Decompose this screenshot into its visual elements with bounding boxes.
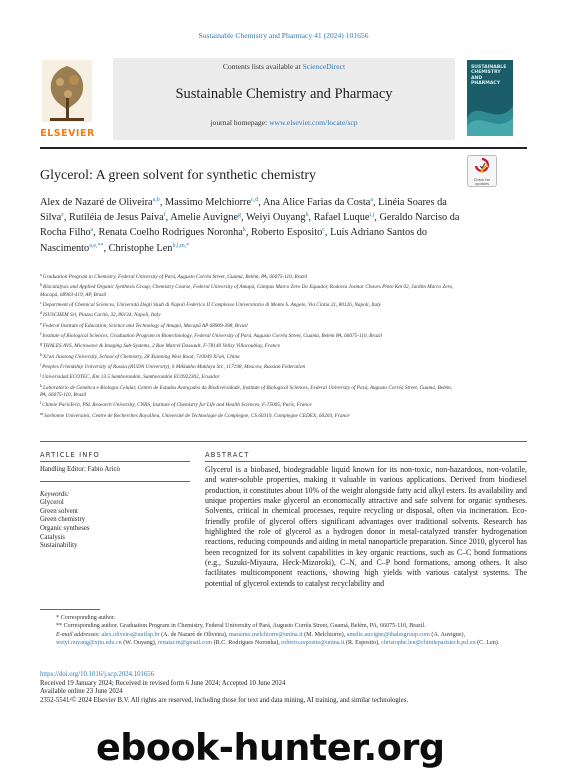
check-for-updates-badge[interactable] (467, 155, 497, 187)
author-separator: , (245, 227, 252, 239)
author-name: Massimo Melchiorre (164, 197, 252, 208)
journal-title: Sustainable Chemistry and Pharmacy (175, 86, 393, 102)
email-owner: (W. Ouyang), (121, 639, 158, 646)
affiliation-letter: a (40, 272, 42, 277)
email-link[interactable]: christophe.len@chimieparistech.psl.eu (381, 639, 476, 646)
email-owner: (M. Melchiorre), (302, 631, 347, 638)
author-affiliation-marker[interactable]: f (163, 212, 166, 219)
email-link[interactable]: renatacrn@gmail.com (157, 639, 213, 646)
email-link[interactable]: massimo.melchiorre@unina.it (228, 631, 303, 638)
affiliation-list (40, 271, 460, 420)
affiliation-item (40, 410, 460, 420)
email-owner: (C. Len). (475, 639, 500, 646)
author-affiliation-marker[interactable]: b,l,m,* (172, 242, 190, 249)
affiliation-text: Universidad ECOTEC, Km 13.5 Samborondón, Samborondón EC0922302, Ecuador (42, 374, 220, 381)
article-title: Glycerol: A green solvent for synthetic chemistry (40, 168, 317, 183)
article-info-heading: ARTICLE INFO (40, 451, 101, 459)
keyword-item: Green chemistry (40, 516, 86, 524)
check-updates-icon (475, 158, 489, 174)
keyword-list (40, 499, 190, 551)
affiliation-text: Sorbonne Universités, Centre de Recherches Royallieu, Université de Technologie de Compiegne, CS 60319, Compiegne CEDEX, 60203, France (44, 412, 350, 419)
affiliation-text: Institute of Biological Sciences, Graduation Program in Biotechnology, Federal University of Pará, Augusto Corrêa Street, Guamá, Belém PA, 66075-110, Brazil (42, 333, 382, 340)
keyword-item: Glycerol (40, 499, 64, 507)
affiliation-letter: f (40, 331, 42, 337)
keyword-item: Sustainability (40, 542, 78, 550)
author-affiliation-marker[interactable]: c,d (251, 197, 259, 203)
author-affiliation-marker[interactable]: a (370, 197, 374, 203)
affiliation-letter: b (40, 282, 42, 288)
journal-homepage-link[interactable]: www.elsevier.com/locate/scp (269, 118, 358, 127)
affiliation-letter: d (40, 310, 42, 316)
affiliation-text: ISUSCHEM Srl, Piazza Carità, 32, 80134, Napoli, Italy (43, 312, 161, 319)
affiliation-item (40, 399, 460, 409)
affiliation-letter: m (40, 410, 44, 416)
check-updates-label: Check for updates (473, 178, 491, 186)
affiliation-text: Federal Institute of Education, Science and Technology of Amapá, Macapá AP 68909-398, Brazil (42, 322, 248, 329)
author-affiliation-marker[interactable]: a (90, 227, 94, 234)
author-name: Roberto Esposito (251, 227, 323, 239)
author-name: Amelie Auvigne (170, 212, 239, 224)
doi-link[interactable]: https://doi.org/10.1016/j.scp.2024.101656 (40, 671, 155, 678)
author-separator: , (103, 242, 109, 254)
email-addresses: E-mail addresses: alex.oliveira@unifap.br (A. de Nazaré de Oliveira), massimo.melchiorre@unina.it (M. Melchiorre), amelie.auvigne@thalesgroup.com (A. Auvigne), weiyi.ouyang@xjtu.edu.cn (W. Ouyang), renatacrn@gmail.com (R.C. Rodrigues Noronha), roberto.esposito@unina.it (R. Esposito), christophe.len@chimieparistech.psl.eu (C. Len). (56, 631, 500, 646)
affiliation-item (40, 299, 460, 309)
email-link[interactable]: amelie.auvigne@thalesgroup.com (346, 631, 430, 638)
affiliation-item (40, 361, 460, 371)
abstract-rule (205, 461, 527, 462)
affiliation-letter: e (40, 320, 42, 326)
author-name: Luís Adriano Santos do Nascimento (40, 227, 428, 254)
author-affiliation-marker[interactable]: e (61, 212, 64, 219)
available-online: Available online 23 June 2024 (40, 688, 123, 696)
homepage-line: journal homepage: www.elsevier.com/locate/scp (210, 118, 358, 127)
affiliation-item (40, 382, 460, 400)
author-separator: , (241, 212, 247, 224)
copyright-line: 2352-5541/© 2024 Elsevier B.V. All rights are reserved, including those for text and data mining, AI training, and similar technologies. (40, 697, 409, 705)
author-separator: , (373, 197, 379, 208)
author-name: Ana Alice Farias da Costa (262, 197, 371, 208)
email-owner: (A. de Nazaré de Oliveira), (159, 631, 229, 638)
author-affiliation-marker[interactable]: k (242, 227, 246, 234)
article-info-rule (40, 461, 190, 462)
affiliation-item (40, 320, 460, 330)
corresponding-author-address: ** Corresponding author. Graduation Program in Chemistry, Federal University of Pará, Augusto Corrêa Street, Guamá, Belém, PA, 66075-110, Brazil. (56, 623, 426, 630)
author-name: Renata Coelho Rodrigues Noronha (98, 227, 243, 239)
author-name: Geraldo Narciso da Rocha Filho (40, 212, 460, 239)
affiliation-item (40, 340, 460, 350)
keyword-item: Green solvent (40, 507, 78, 515)
author-separator: , (159, 197, 165, 208)
affiliation-item (40, 281, 460, 299)
footnote-rule (40, 609, 100, 610)
affiliation-item (40, 309, 460, 319)
journal-banner (113, 58, 455, 140)
affiliation-item (40, 351, 460, 361)
journal-cover[interactable] (467, 60, 513, 136)
affiliation-letter: c (40, 300, 42, 306)
affiliation-text: Xi'an Jiaotong University, School of Chemistry, 28 Xianning West Road, 710049 Xi'an, China (43, 353, 240, 360)
affiliation-text: Department of Chemical Sciences, Università Degli Studi di Napoli Federico II Complesso Universitario di Monte S. Angelo, Via Cintia 21, 80126, Napoli, Italy (42, 302, 381, 309)
affiliation-text: Chimie ParisTech, PSL Research University, CNRS, Institute of Chemistry for Life and Health Sciences, F-75005, Paris, France (42, 402, 312, 409)
affiliation-item (40, 371, 460, 381)
author-name: Weiyi Ouyang (246, 212, 306, 224)
affiliation-letter: l (40, 400, 42, 406)
author-separator: , (308, 212, 314, 224)
author-separator: , (258, 197, 263, 208)
contents-line: Contents lists available at ScienceDirect (222, 62, 346, 71)
journal-reference[interactable]: Sustainable Chemistry and Pharmacy 41 (2024) 101656 (198, 31, 369, 40)
author-affiliation-marker[interactable]: c (322, 227, 325, 234)
author-separator: , (165, 212, 171, 224)
author-name: Rutiléia de Jesus Paiva (69, 212, 164, 224)
affiliation-letter: h (40, 351, 42, 357)
elsevier-tree-icon (42, 60, 92, 122)
affiliation-text: THALES AVS, Microwave & Imaging Sub-Systems, 2 Rue Marcel Dassault, F-78140 Velizy Villacoublay, France (43, 343, 280, 350)
email-link[interactable]: weiyi.ouyang@xjtu.edu.cn (56, 639, 122, 646)
abstract-text: Glycerol is a biobased, biodegradable liquid known for its non-toxic, non-hazardous, non-volatile, and water-soluble properties, making it valuable in various applications. Derived from biodiesel production, it constitutes about 10% of the weight alongside fatty acid alkyl esters. Its availability and unique properties make glycerol an economically attractive and safe solvent for organic syntheses. Solvents, critical in chemical processes, require recycling or disposal, often via incineration. Eco-friendly profile of glycerol offers significant advantages over traditional solvents. Research has highlighted the role of glycerol as a hydrogen donor in metal-catalyzed transfer hydrogenation reactions, reducing compounds and aiding in metal nanoparticle preparation. Since 2010, glycerol has been recognized for its solvent capabilities in key organic reactions, such as C–C bond formations (e.g., Suzuki-Miyaura, Heck-Mizoroki), C–N, and C–P bond formations, among others. It also facilitates multicomponent reactions, showing high yields with various catalyst systems. The potential of glycerol extends to catalyst recyclability and (205, 465, 527, 588)
affiliation-text: Peoples Friendship University of Russia (RUDN University), 6 Miklukho Maklaya Str., 117198, Moscow, Russian Federation (42, 364, 306, 371)
email-link[interactable]: roberto.esposito@unina.it (281, 639, 345, 646)
masthead (40, 58, 527, 140)
author-affiliation-marker[interactable]: i,j (369, 212, 375, 219)
sciencedirect-link[interactable]: ScienceDirect (302, 62, 346, 71)
author-name: Christophe Len (108, 242, 173, 254)
publisher-name: ELSEVIER (40, 128, 95, 139)
author-affiliation-marker[interactable]: g (238, 212, 242, 219)
author-separator: , (324, 227, 331, 239)
abstract-heading: ABSTRACT (205, 451, 250, 459)
author-list (40, 195, 470, 256)
watermark: ebook-hunter.org (96, 726, 445, 769)
corresponding-author-note: * Corresponding author. (56, 615, 116, 621)
author-affiliation-marker[interactable]: h (305, 212, 309, 219)
author-separator: , (374, 212, 380, 224)
keyword-item: Organic syntheses (40, 524, 90, 532)
affiliation-letter: i (40, 362, 42, 368)
affiliation-text: Biocatalysis and Applied Organic Synthesis Group, Chemistry Course, Federal University of Amapá, Campus Marco Zero Do Equador, Rodovia Josmar Chaves Pinto Km 02, Jardim Marco Zero, Macapá, 68903-419, AP, Brazil (40, 284, 454, 298)
author-affiliation-marker[interactable]: a,e,** (89, 242, 104, 249)
author-separator: , (63, 212, 69, 224)
header-rule (40, 147, 527, 149)
affiliation-letter: k (40, 382, 42, 388)
article-info (40, 466, 190, 551)
received-dates: Received 19 January 2024; Received in revised form 6 June 2024; Accepted 10 June 2024 (40, 679, 286, 687)
handling-rule (40, 481, 190, 482)
keyword-item: Catalysis (40, 533, 65, 541)
affiliation-text: Graduation Program in Chemistry, Federal University of Pará, Augusto Corrêa Street, Guamá, Belém, PA, 66075-110, Brazil (42, 274, 308, 280)
author-affiliation-marker[interactable]: a,b (152, 197, 160, 203)
elsevier-logo[interactable] (40, 60, 95, 138)
affiliation-letter: g (40, 341, 42, 347)
email-owner: (A. Auvigne), (429, 631, 466, 638)
author-name: Linéia Soares da Silva (40, 197, 447, 224)
author-separator: , (93, 227, 99, 239)
affiliation-item (40, 330, 460, 340)
email-link[interactable]: alex.oliveira@unifap.br (101, 631, 160, 638)
article-metadata (40, 671, 527, 706)
affiliation-letter: j (40, 372, 42, 378)
author-name: Alex de Nazaré de Oliveira (40, 197, 153, 208)
keywords-label: Keywords: (40, 490, 70, 498)
email-owner: (R.C. Rodrigues Noronha), (212, 639, 282, 646)
affiliation-item (40, 271, 460, 281)
affiliation-text: Laboratório de Genética e Biologia Celular, Centro de Estudos Avançados da Biodiversidade, Institute of Biological Sciences, Federal University of Pará, Augusto Corrêa Street, Guamá, Belém, PA, 66075-110, Brazil (40, 384, 453, 399)
footnotes (40, 614, 527, 647)
info-rule (40, 441, 527, 442)
handling-editor: Handling Editor: Fabio Aricò (40, 466, 120, 473)
cover-title: SUSTAINABLE CHEMISTRY AND PHARMACY (471, 65, 507, 87)
email-owner: (R. Esposito), (344, 639, 382, 646)
cover-swirl-graphic (467, 88, 513, 136)
author-name: Rafael Luque (313, 212, 370, 224)
